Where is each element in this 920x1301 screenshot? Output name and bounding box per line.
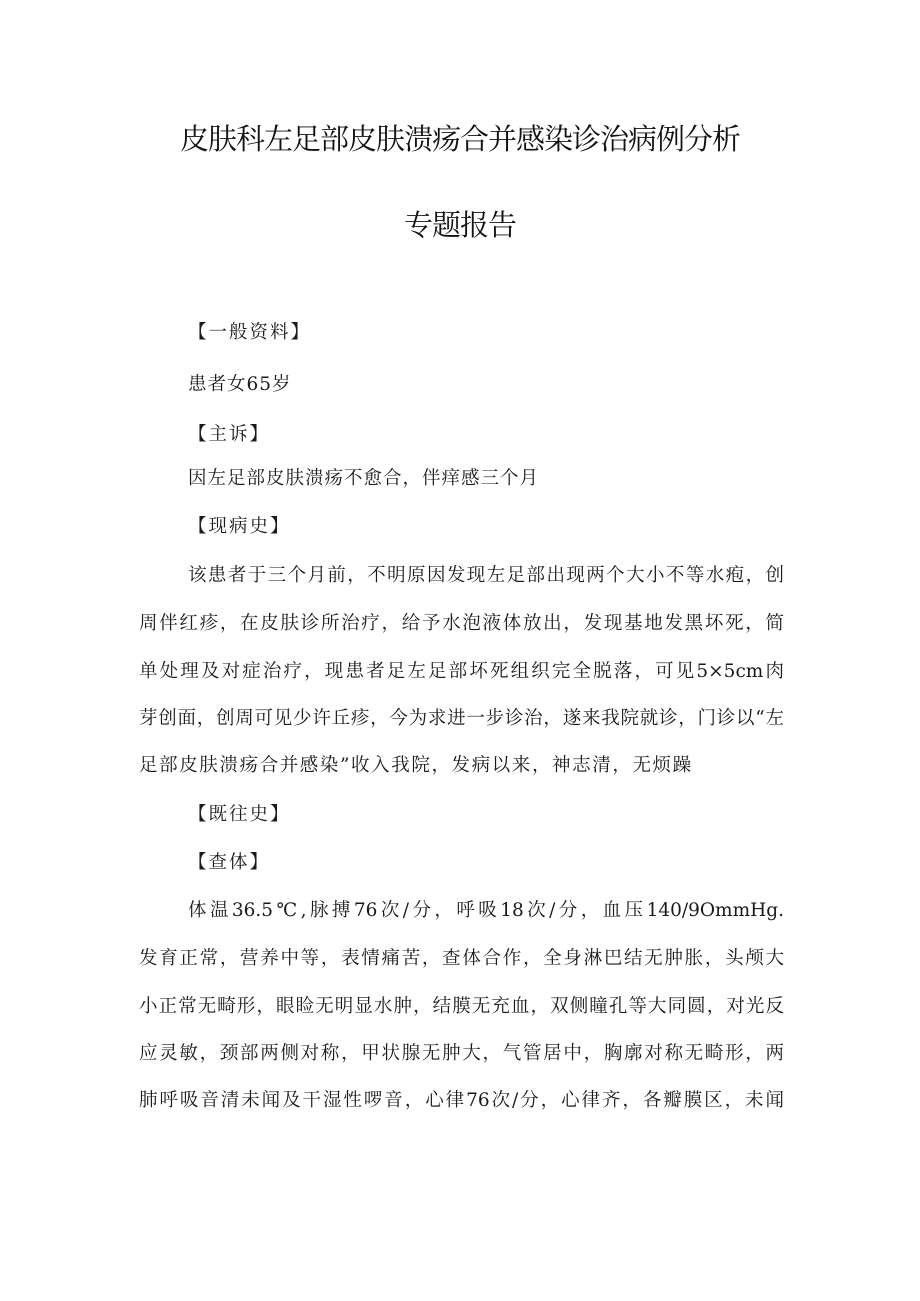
paragraph-line: 单处理及对症治疗，现患者足左足部坏死组织完全脱落，可见5×5cm肉 — [139, 661, 784, 682]
paragraph-line: 该患者于三个月前，不明原因发现左足部出现两个大小不等水疱，创 — [188, 565, 784, 586]
paragraph-line: 肺呼吸音清未闻及干湿性啰音，心律76次/分，心律齐，各瓣膜区，未闻 — [139, 1090, 784, 1111]
section-heading-general: 【一般资料】 — [188, 322, 312, 343]
document-title: 皮肤科左足部皮肤溃疡合并感染诊治病例分析 — [179, 122, 740, 156]
section-heading-present-illness: 【现病史】 — [188, 516, 291, 537]
paragraph-line: 足部皮肤溃疡合并感染”收入我院，发病以来，神志清，无烦躁 — [139, 755, 693, 776]
general-info-text: 患者女65岁 — [188, 374, 292, 395]
paragraph-line: 周伴红疹，在皮肤诊所治疗，给予水泡液体放出，发现基地发黑坏死，简 — [139, 613, 784, 634]
paragraph-line: 应灵敏，颈部两侧对称，甲状腺无肿大，气管居中，胸廓对称无畸形，两 — [139, 1043, 784, 1064]
complaint-text: 因左足部皮肤溃疡不愈合，伴痒感三个月 — [188, 468, 540, 489]
document-subtitle: 专题报告 — [403, 208, 516, 242]
paragraph-line: 发育正常，营养中等，表情痛苦，查体合作，全身淋巴结无肿胀，头颅大 — [139, 948, 784, 969]
paragraph-line: 芽创面，创周可见少许丘疹，今为求进一步诊治，遂来我院就诊，门诊以“左 — [139, 708, 784, 729]
paragraph-line: 体温36.5℃,脉搏76次/分，呼吸18次/分，血压140/9OmmHg. — [188, 900, 784, 921]
section-heading-complaint: 【主诉】 — [188, 424, 271, 445]
section-heading-physical-exam: 【查体】 — [188, 852, 271, 873]
paragraph-line: 小正常无畸形，眼睑无明显水肿，结膜无充血，双侧瞳孔等大同圆，对光反 — [139, 996, 784, 1017]
section-heading-past-history: 【既往史】 — [188, 804, 291, 825]
